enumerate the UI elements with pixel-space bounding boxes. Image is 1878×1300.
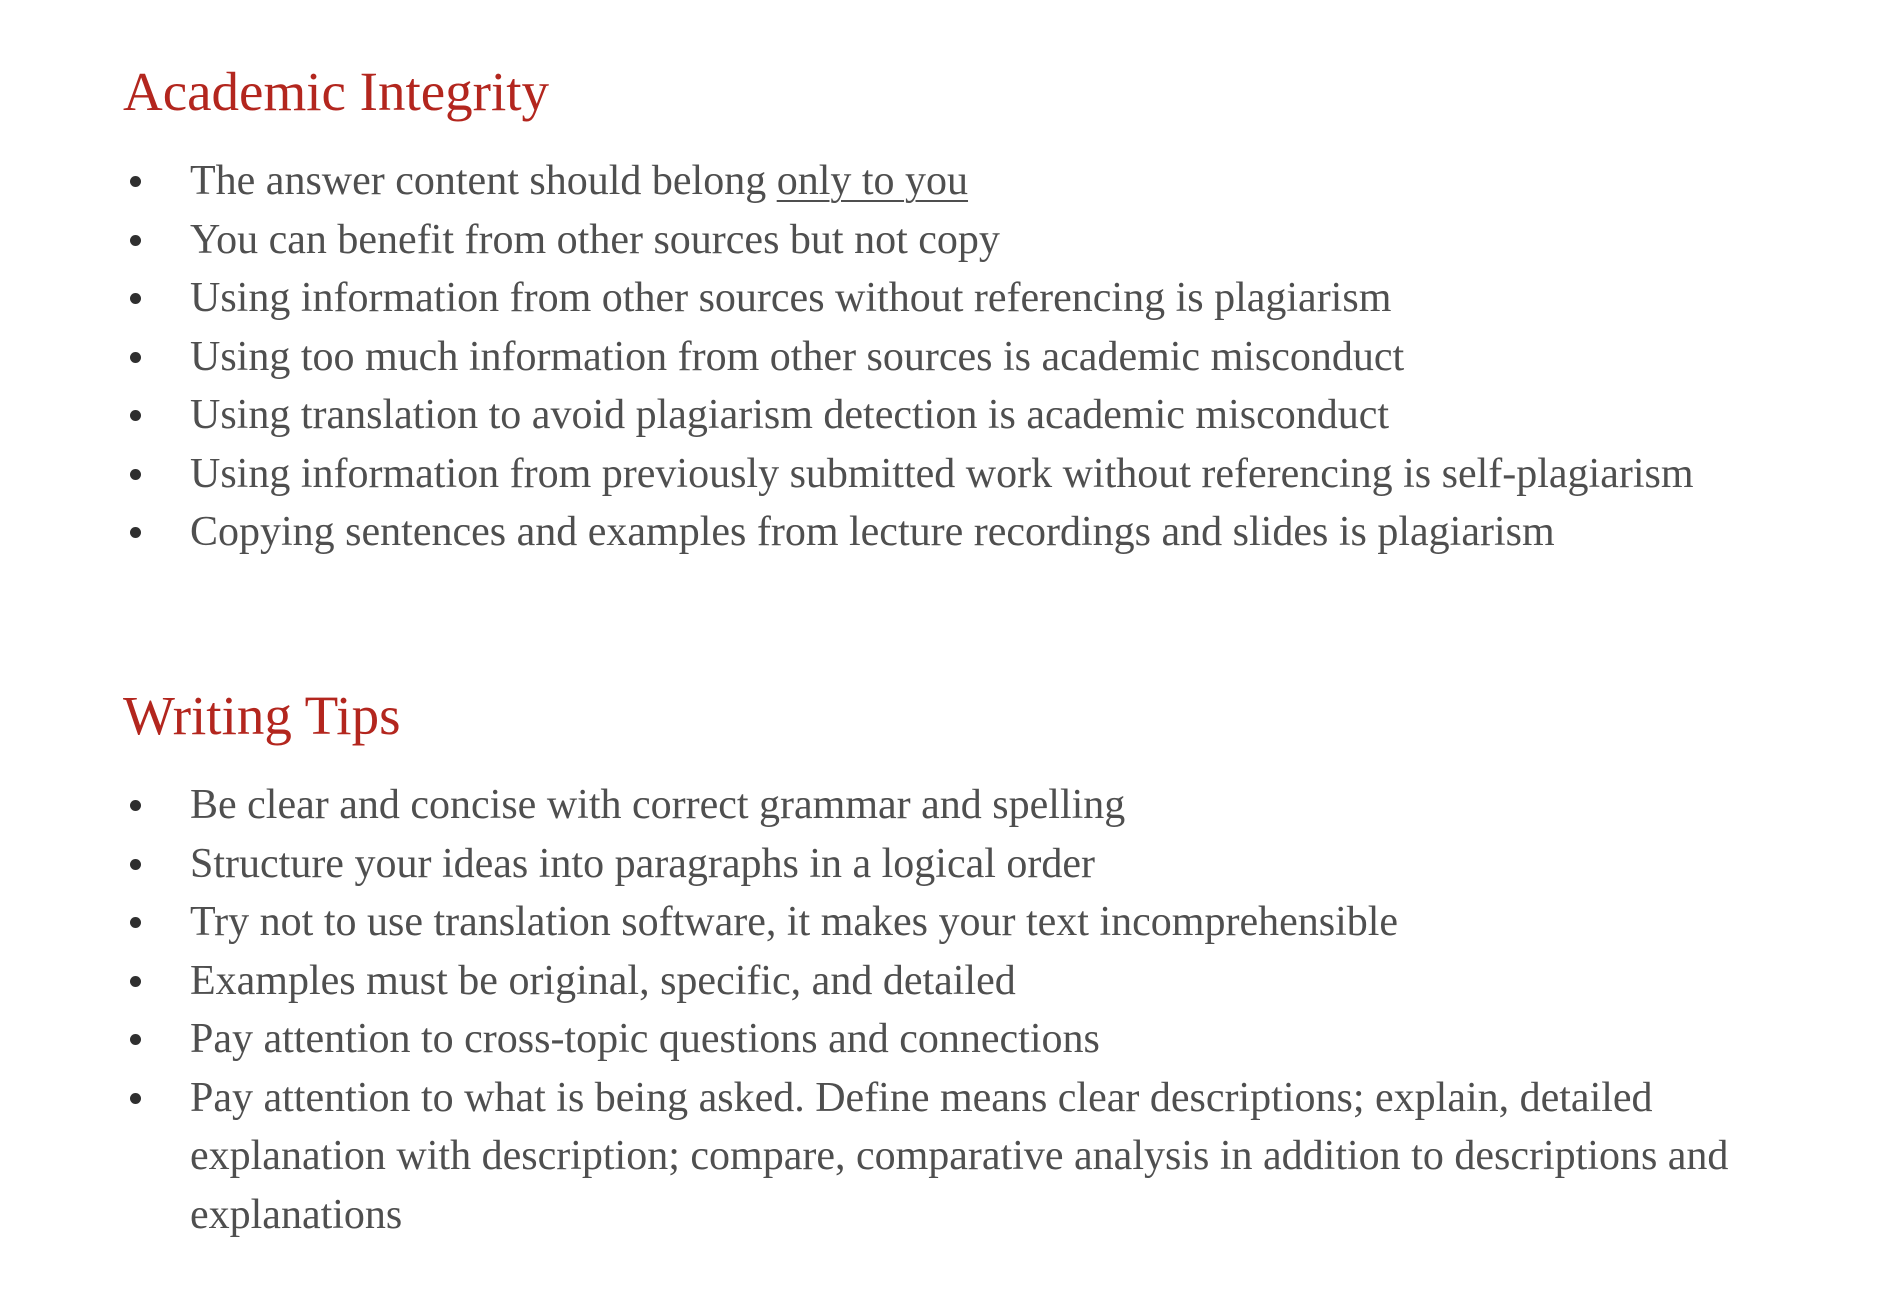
list-item-text: Using translation to avoid plagiarism detection is academic misconduct <box>190 392 1390 438</box>
bullet-icon <box>130 1093 141 1104</box>
list-item <box>123 211 1823 270</box>
academic-integrity-list <box>123 152 1823 562</box>
bullet-icon <box>130 800 141 811</box>
bullet-icon <box>130 917 141 928</box>
bullet-icon <box>130 859 141 870</box>
bullet-icon <box>130 1034 141 1045</box>
list-item <box>123 1069 1823 1245</box>
list-item <box>123 1010 1823 1069</box>
list-item-text: Using too much information from other sources is academic misconduct <box>190 333 1405 380</box>
writing-tips-section <box>123 686 1823 1244</box>
list-item-text: Try not to use translation software, it makes your text incomprehensible <box>190 899 1399 945</box>
bullet-icon <box>130 527 141 538</box>
list-item <box>123 445 1823 504</box>
list-item-text: Examples must be original, specific, and detailed <box>190 957 1016 1004</box>
list-item <box>123 952 1823 1011</box>
list-item <box>123 269 1823 328</box>
bullet-icon <box>130 293 141 304</box>
underlined-emphasis: only to you <box>776 158 969 204</box>
list-item-text: Structure your ideas into paragraphs in a logical order <box>190 840 1096 887</box>
list-item-text-lead: The answer content should belong <box>190 158 777 204</box>
list-item-text: Copying sentences and examples from lecture recordings and slides is plagiarism <box>190 509 1555 555</box>
bullet-icon <box>130 352 141 363</box>
bullet-icon <box>130 410 141 421</box>
list-item <box>123 152 1823 211</box>
list-item-text: Using information from other sources without referencing is plagiarism <box>190 275 1392 321</box>
list-item-text: Using information from previously submitted work without referencing is self-plagiarism <box>190 450 1694 497</box>
list-item-text: Pay attention to what is being asked. Define means clear descriptions; explain, detailed explanation with description; compare, comparative analysis in addition to descriptions and explanations <box>190 1074 1729 1238</box>
bullet-icon <box>130 976 141 987</box>
writing-tips-list <box>123 776 1823 1244</box>
academic-integrity-section <box>123 62 1823 562</box>
list-item-text <box>190 152 1823 211</box>
bullet-icon <box>130 469 141 480</box>
list-item-text: You can benefit from other sources but not copy <box>190 216 1000 263</box>
bullet-icon <box>130 235 141 246</box>
list-item <box>123 893 1823 952</box>
academic-integrity-heading: Academic Integrity <box>123 61 550 122</box>
list-item <box>123 328 1823 387</box>
list-item <box>123 386 1823 445</box>
writing-tips-heading: Writing Tips <box>123 685 401 746</box>
list-item-text: Be clear and concise with correct grammar and spelling <box>190 782 1126 828</box>
list-item-text: Pay attention to cross-topic questions and connections <box>190 1016 1100 1062</box>
list-item <box>123 835 1823 894</box>
list-item <box>123 503 1823 562</box>
bullet-icon <box>130 176 141 187</box>
list-item <box>123 776 1823 835</box>
